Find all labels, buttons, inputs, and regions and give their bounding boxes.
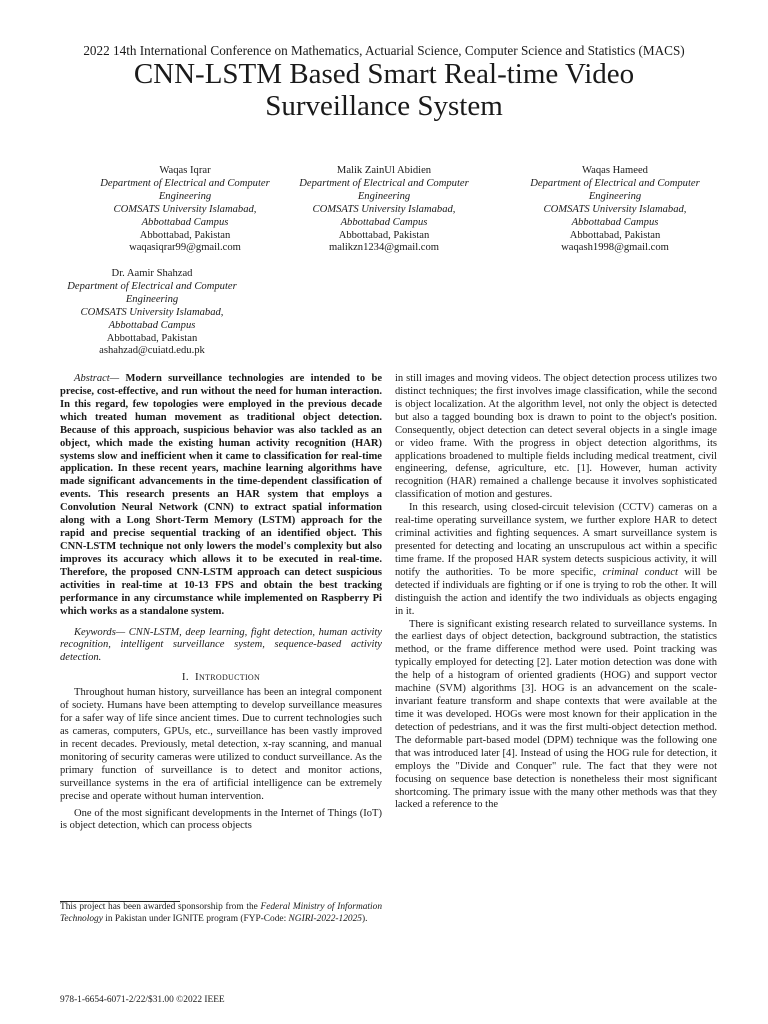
author-email[interactable]: waqash1998@gmail.com xyxy=(561,242,669,254)
author-city: Abbottabad, Pakistan xyxy=(106,332,198,344)
right-paragraph-2-text: In this research, using closed-circuit television (CCTV) cameras on a real-time operating surveillance system, we further explore HAR to detect criminal activities and fighting sequences. A smart surveillance system is presented for detecting and locating an unscrupulous act within a specific time frame. If the proposed HAR system detects suspicious activity, it will notify the authorities. To be more specific, xyxy=(395,502,717,578)
author-name: Malik ZainUl Abidien xyxy=(336,165,432,176)
right-paragraph-2-text: will be detected if individuals are fighting or if one is trying to rob the other. It will distinguish the action and identify the two individuals as objects engaging in it. xyxy=(395,566,717,617)
footnote-text: This project has been awarded sponsorship from the xyxy=(60,902,261,912)
paper-title xyxy=(60,58,708,122)
footnote-code: NGIRI-2022-12025 xyxy=(288,913,362,924)
keywords-body: CNN-LSTM, deep learning, fight detection, human activity recognition, intelligent surveillance system, sequence-based activity detection. xyxy=(60,626,382,664)
author-dept: Department of Electrical and Computer xyxy=(530,177,700,189)
title-line-1: CNN-LSTM Based Smart Real-time Video xyxy=(133,58,635,90)
author-name: Waqas Hameed xyxy=(582,165,648,176)
intro-paragraph-1: Throughout human history, surveillance has been an integral component of society. Humans have been attempting to develop surveillance measures for a safer way of life since ancient times. Due to current technologies such as cameras, computers, GPUs, etc., surveillance has been vastly improved in recent decades. Previously, metal detection, x-ray scanning, and manual monitoring of security cameras were utilized to conduct surveillance. As the primary function of surveillance is to detect and monitor actions, surveillance systems in the era of artificial intelligence can be extremely precise and operate without human intervention. xyxy=(60,687,382,802)
author-university: COMSATS University Islamabad, xyxy=(312,203,456,215)
author-name: Waqas Iqrar xyxy=(159,165,211,176)
right-paragraph-1: in still images and moving videos. The object detection process utilizes two distinct techniques; the first involves image classification, while the second is object localization. At the algorithm level, not only the object is detected but also a tagged bounding box is drawn to point to the object's position. Consequently, object detection can detect several objects in a single image or video frame. With the progress in object detection algorithms, its applications broadened to multiple fields including medical treatment, civil engineering, defense, agriculture, etc. [1]. However, human activity recognition (HAR) remained a challenge because it involves sophisticated classification of motion and gestures. xyxy=(395,373,717,501)
author-university: COMSATS University Islamabad, xyxy=(80,306,224,318)
section-title: Introduction xyxy=(195,671,261,684)
author-dept: Engineering xyxy=(588,190,642,202)
author-campus: Abbottabad Campus xyxy=(571,216,659,228)
author-name: Dr. Aamir Shahzad xyxy=(111,268,193,279)
author-block-3 xyxy=(500,165,730,255)
author-university: COMSATS University Islamabad, xyxy=(113,203,257,215)
section-heading-introduction xyxy=(60,671,382,684)
author-dept: Department of Electrical and Computer xyxy=(100,177,270,189)
abstract-body: Modern surveillance technologies are intended to be precise, cost-effective, and run without the need for human interaction. In this regard, few topologies were employed in the previous decade which treated human movement as traditional object detection. Because of this approach, suspicious behavior was also tackled as an object, which made the existing human activity recognition (HAR) systems slow and inefficient when it came to classification for real-time application. In these recent years, machine learning algorithms have made significant advancements in the time-dependent classification of events. This research presents an HAR system that employs a Convolution Neural Network (CNN) to extract spatial information along with a Long Short-Term Memory (LSTM) approach for the rapid and precise sequential tracking of an identified object. This CNN-LSTM technique not only lowers the model's complexity but also improves its accuracy which allows it to be executed in real-time. Therefore, the proposed CNN-LSTM approach can detect suspicious activities in real-time at 10-13 FPS and obtain the best tracking performance in any circumstance while implemented on Raspberry Pi which works as a standalone system. xyxy=(60,373,382,617)
author-block-2 xyxy=(269,165,499,255)
footnote xyxy=(60,902,382,925)
keywords-lead: Keywords— xyxy=(74,626,126,638)
abstract xyxy=(60,373,382,619)
author-email[interactable]: waqasiqrar99@gmail.com xyxy=(129,242,241,254)
footnote-ministry: Federal Ministry of Information Technology xyxy=(60,902,383,924)
author-email[interactable]: ashahzad@cuiatd.edu.pk xyxy=(99,345,205,357)
isbn-line: 978-1-6654-6071-2/22/$31.00 ©2022 IEEE xyxy=(60,995,225,1005)
author-dept: Engineering xyxy=(125,293,179,305)
author-university: COMSATS University Islamabad, xyxy=(543,203,687,215)
title-line-2: Surveillance System xyxy=(265,90,503,122)
author-block-4 xyxy=(37,268,267,358)
author-dept: Department of Electrical and Computer xyxy=(299,177,469,189)
author-city: Abbottabad, Pakistan xyxy=(569,229,661,241)
left-column xyxy=(60,373,382,833)
intro-paragraph-2: One of the most significant developments in the Internet of Things (IoT) is object detection, which can process objects xyxy=(60,807,382,832)
author-dept: Department of Electrical and Computer xyxy=(67,280,237,292)
right-column xyxy=(395,373,717,812)
author-campus: Abbottabad Campus xyxy=(340,216,428,228)
right-paragraph-2-emphasis: criminal conduct xyxy=(602,566,678,578)
abstract-lead: Abstract— xyxy=(74,373,120,384)
author-city: Abbottabad, Pakistan xyxy=(139,229,231,241)
author-campus: Abbottabad Campus xyxy=(141,216,229,228)
conference-header: 2022 14th International Conference on Mathematics, Actuarial Science, Computer Science and Statistics (MACS) xyxy=(83,43,685,58)
author-campus: Abbottabad Campus xyxy=(108,319,196,331)
author-email[interactable]: malikzn1234@gmail.com xyxy=(328,242,440,254)
author-city: Abbottabad, Pakistan xyxy=(338,229,430,241)
author-dept: Engineering xyxy=(357,190,411,202)
footnote-text: in Pakistan under IGNITE program (FYP-Code: xyxy=(102,913,289,924)
author-dept: Engineering xyxy=(158,190,212,202)
author-block-1 xyxy=(70,165,300,255)
section-number: I. xyxy=(181,671,189,684)
keywords xyxy=(60,627,382,666)
right-paragraph-2 xyxy=(395,502,717,618)
right-paragraph-3: There is significant existing research related to surveillance systems. In the earliest days of object detection, background subtraction, the statistics method, or the frame difference method were used. Point tracking was typically employed for detecting [2]. Later motion detection was done with the help of a histogram of oriented gradients (HOG) and support vector machine (SVM) algorithms [3]. HOG is an advancement on the scale-invariant feature transform and shape contexts that were available at the time it was developed. HOGs were most known for their application in the detection of pedestrians, and it was the first multi-object detection method. The deformable part-based model (DPM) technique was the following one that was introduced later [4]. Instead of using the HOG rule for detection, it employs the "Divide and Conquer" rule. The fact that they were not focusing on sequence base detection is nonetheless their most significant shortcoming. The primary issue with the many other methods was that they lacked a reference to the xyxy=(395,618,717,811)
footnote-text: ). xyxy=(361,913,368,924)
